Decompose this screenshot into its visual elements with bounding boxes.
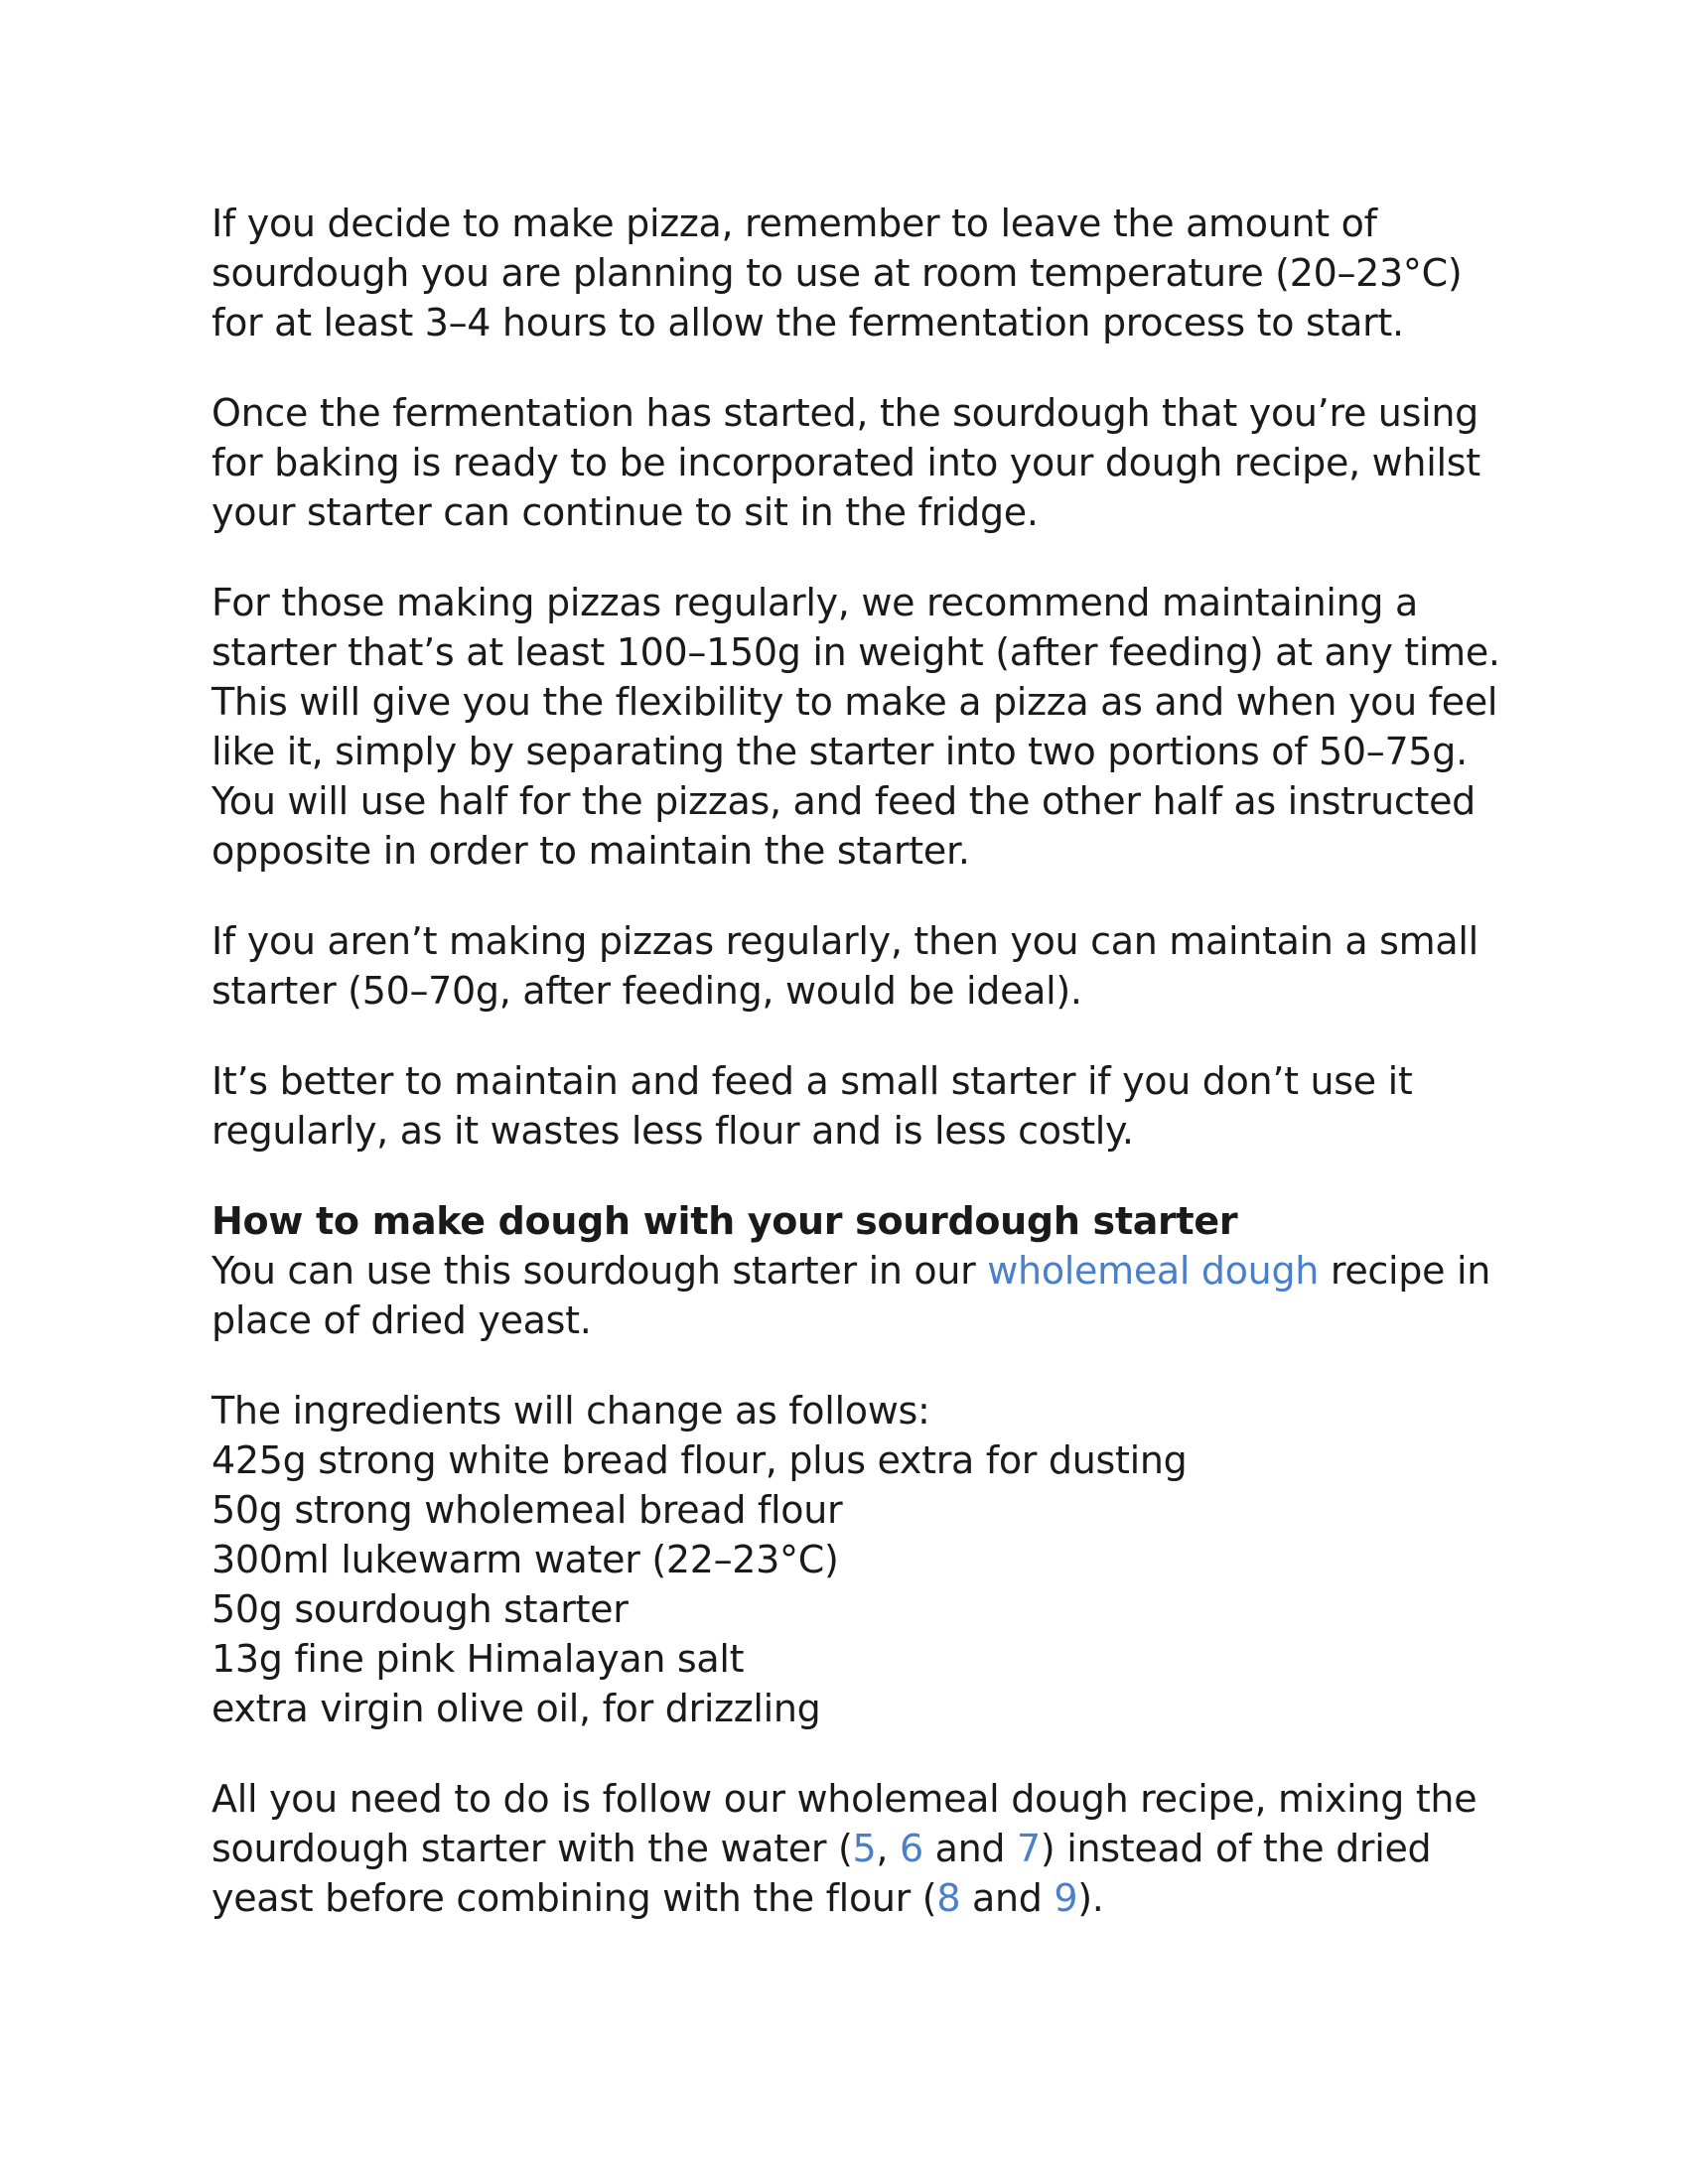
- final-text-4: ) instead of the dried yeast before combining with the flour (: [211, 1827, 1432, 1920]
- ingredient-item: extra virgin olive oil, for drizzling: [211, 1687, 821, 1730]
- paragraph-dough-intro: [211, 1246, 1502, 1345]
- ingredients-intro: The ingredients will change as follows:: [211, 1389, 930, 1433]
- paragraph-fermentation-started: Once the fermentation has started, the sourdough that you’re using for baking is ready to be incorporated into your dough recipe, whilst your starter can continue to sit in the fridge.: [211, 391, 1480, 534]
- paragraph-maintain-small-starter: If you aren’t making pizzas regularly, then you can maintain a small starter (50–70g, after feeding, would be ideal).: [211, 919, 1478, 1013]
- ingredients-block: [211, 1386, 1502, 1733]
- step-8-link[interactable]: 8: [936, 1876, 961, 1920]
- document-page: [211, 199, 1502, 1964]
- ingredient-item: 13g fine pink Himalayan salt: [211, 1637, 745, 1681]
- paragraph-maintain-large-starter: For those making pizzas regularly, we recommend maintaining a starter that’s at least 100–150g in weight (after feeding) at any time. This will give you the flexibility to make a pizza as and when you feel like it, simply by separating the starter into two portions of 50–75g. You will use half for the pizzas, and feed the other half as instructed opposite in order to maintain the starter.: [211, 581, 1500, 873]
- paragraph-small-starter-benefit: It’s better to maintain and feed a small starter if you don’t use it regularly, as it wastes less flour and is less costly.: [211, 1059, 1413, 1153]
- ingredients-list: [211, 1435, 1502, 1733]
- step-6-link[interactable]: 6: [899, 1827, 923, 1870]
- ingredient-item: 50g strong wholemeal bread flour: [211, 1488, 843, 1532]
- step-7-link[interactable]: 7: [1017, 1827, 1041, 1870]
- wholemeal-dough-link[interactable]: wholemeal dough: [987, 1249, 1320, 1293]
- final-text-1: All you need to do is follow our wholemeal dough recipe, mixing the sourdough starter with the water (: [211, 1777, 1477, 1870]
- paragraph-final-instructions: [211, 1774, 1502, 1923]
- paragraph-room-temperature: If you decide to make pizza, remember to leave the amount of sourdough you are planning to use at room temperature (20–23°C) for at least 3–4 hours to allow the fermentation process to start.: [211, 202, 1463, 344]
- final-text-6: ).: [1077, 1876, 1104, 1920]
- final-text-5: and: [960, 1876, 1055, 1920]
- step-9-link[interactable]: 9: [1054, 1876, 1078, 1920]
- intro-text-before: You can use this sourdough starter in our: [211, 1249, 988, 1293]
- final-text-2: ,: [876, 1827, 900, 1870]
- ingredient-item: 300ml lukewarm water (22–23°C): [211, 1538, 839, 1581]
- final-text-3: and: [922, 1827, 1018, 1870]
- step-5-link[interactable]: 5: [852, 1827, 877, 1870]
- intro-text-after: recipe in place of dried yeast.: [211, 1249, 1490, 1342]
- section-heading: How to make dough with your sourdough starter: [211, 1199, 1238, 1243]
- ingredient-item: 425g strong white bread flour, plus extra for dusting: [211, 1438, 1188, 1482]
- ingredient-item: 50g sourdough starter: [211, 1587, 629, 1631]
